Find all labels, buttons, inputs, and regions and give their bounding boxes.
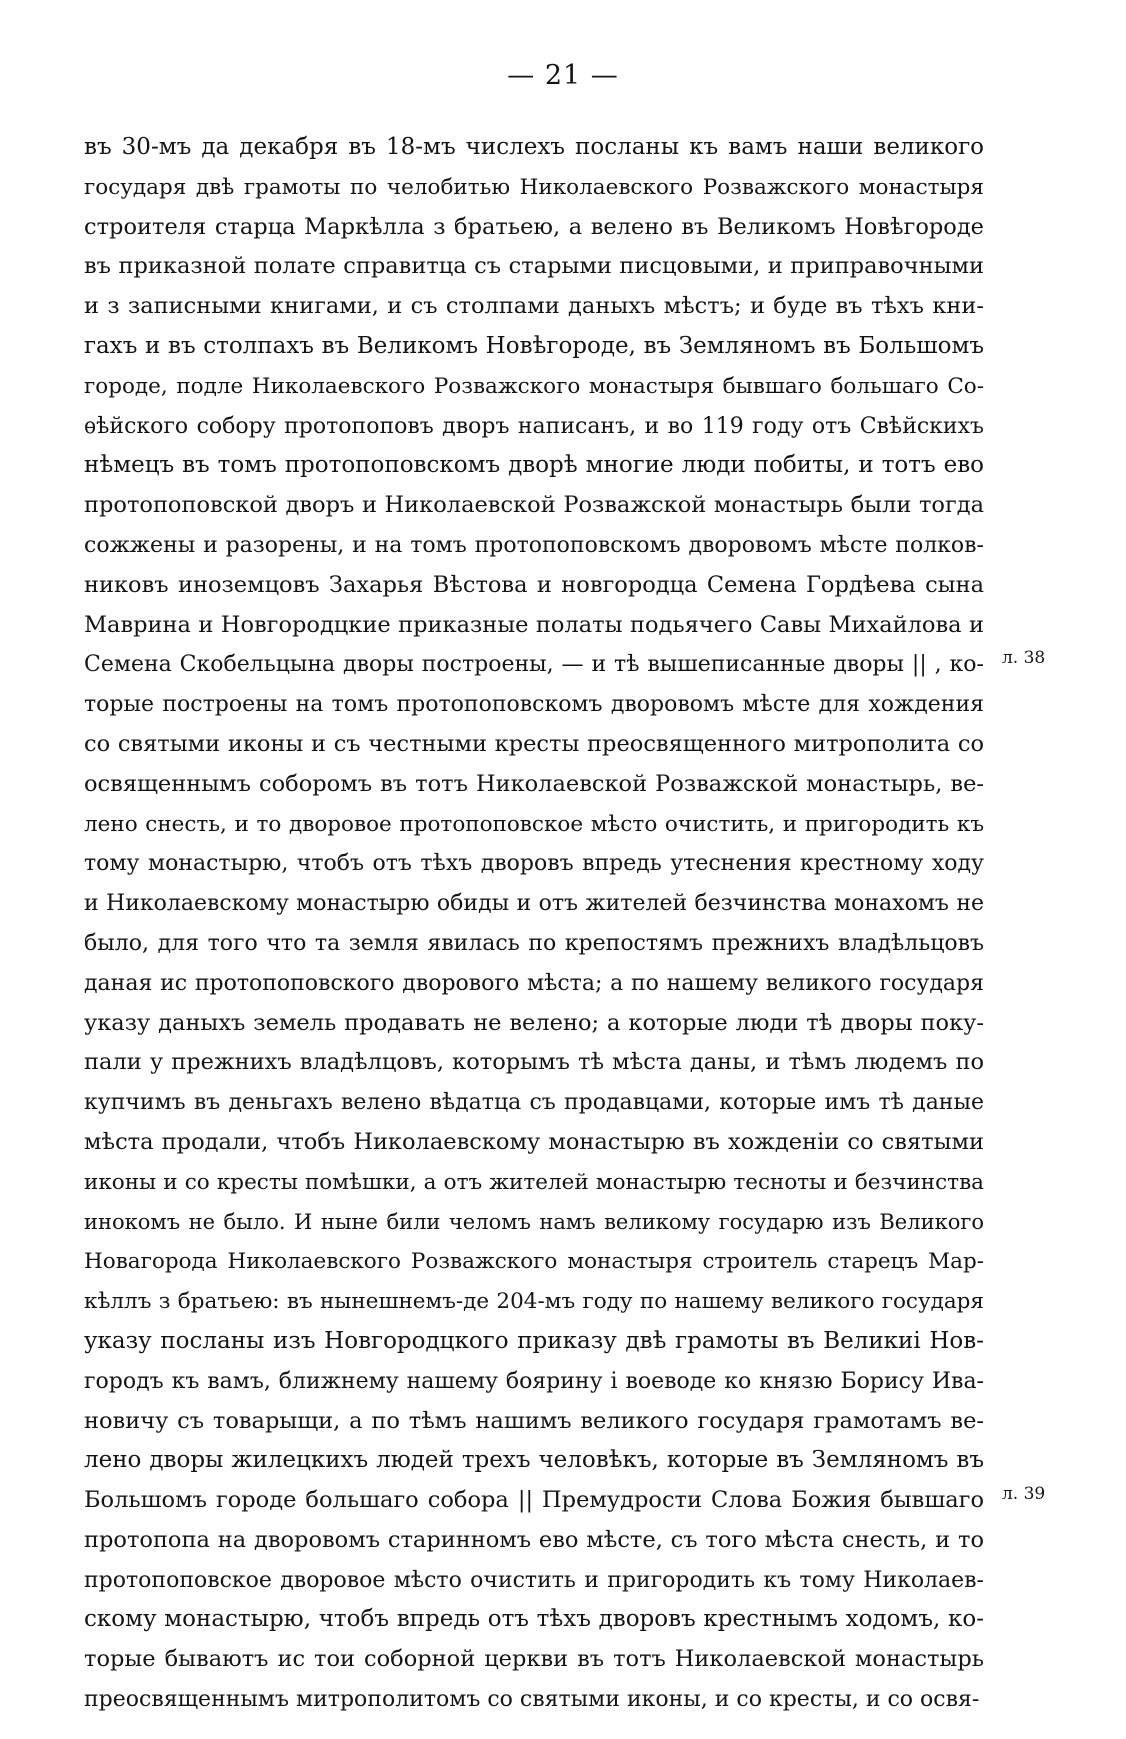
text-line: государя двѣ грамоты по челобитью Николаевского Розважского монастыря	[84, 174, 984, 200]
margin-note-folio: л. 38	[1002, 648, 1046, 668]
text-line: и Николаевскому монастырю обиды и отъ жителей безчинства монахомъ не	[84, 891, 984, 917]
text-line: со святыми иконы и съ честными кресты преосвященного митрополита со	[84, 730, 984, 757]
text-line: протопопа на дворовомъ старинномъ ево мѣсте, съ того мѣста снесть, и то	[84, 1526, 984, 1553]
text-line: гахъ и въ столпахъ въ Великомъ Новѣгороде, въ Земляномъ въ Большомъ	[84, 332, 984, 359]
text-line: Семена Скобельцына дворы построены, — и тѣ вышеписанные дворы || , ко-	[84, 652, 984, 678]
text-line: торые построены на томъ протопоповскомъ дворовомъ мѣсте для хождения	[84, 692, 984, 718]
text-line: освященнымъ соборомъ въ тотъ Николаевской Розважской монастырь, ве-	[84, 770, 984, 797]
text-line: пали у прежнихъ владѣлцовъ, которымъ тѣ мѣста даны, и тѣмъ людемъ по	[84, 1049, 984, 1076]
text-line: протопоповской дворъ и Николаевской Розважской монастырь были тогда	[84, 492, 984, 519]
text-line: сожжены и разорены, и на томъ протопоповскомъ дворовомъ мѣсте полков-	[84, 532, 984, 558]
text-line: нѣмецъ въ томъ протопоповскомъ дворѣ многие люди побиты, и тотъ ево	[84, 452, 984, 479]
text-line: Новагорода Николаевского Розважского монастыря строитель старецъ Мар-	[84, 1249, 984, 1275]
text-line: новичу съ товарыщи, а по тѣмъ нашимъ великого государя грамотамъ ве-	[84, 1407, 984, 1434]
text-line: въ 30-мъ да декабря въ 18-мъ числехъ посланы къ вамъ наши великого	[84, 134, 984, 160]
text-line: кѣллъ з братьею: въ нынешнемъ-де 204-мъ году по нашему великого государя	[84, 1289, 984, 1315]
text-line: лено снесть, и то дворовое протопоповское мѣсто очистить, и пригородить къ	[84, 811, 984, 837]
text-line: купчимъ въ деньгахъ велено вѣдатца съ продавцами, которые имъ тѣ даные	[84, 1090, 984, 1116]
text-line: указу посланы изъ Новгородцкого приказу двѣ грамоты въ Великиі Нов-	[84, 1327, 984, 1354]
text-line: даная ис протопоповского дворового мѣста; а по нашему великого государя	[84, 970, 984, 996]
margin-note-folio: л. 39	[1002, 1484, 1046, 1504]
text-line: протопоповское дворовое мѣсто очистить и пригородить къ тому Николаев-	[84, 1567, 984, 1593]
text-line: лено дворы жилецкихъ людей трехъ человѣкъ, которые въ Земляномъ въ	[84, 1447, 984, 1474]
text-line: инокомъ не было. И ныне били челомъ намъ великому государю изъ Великого	[84, 1209, 984, 1234]
text-line: мѣста продали, чтобъ Николаевскому монастырю въ хожденіи со святыми	[84, 1128, 984, 1155]
text-line: въ приказной полате справитца съ старыми писцовыми, и приправочными	[84, 253, 984, 280]
text-line: Маврина и Новгородцкие приказные полаты подьячего Савы Михайлова и	[84, 611, 984, 638]
body-text	[84, 128, 984, 1720]
text-line: строителя старца Маркѣлла з братьею, а велено въ Великомъ Новѣгороде	[84, 213, 984, 240]
text-line: никовъ иноземцовъ Захарья Вѣстова и новгородца Семена Гордѣева сына	[84, 571, 984, 598]
text-line: ѳѣйского собору протопоповъ дворъ написанъ, и во 119 году отъ Свѣйскихъ	[84, 413, 984, 439]
text-line: городъ къ вамъ, ближнему нашему боярину і воеводе ко князю Борису Ива-	[84, 1368, 984, 1394]
text-line: торые бываютъ ис тои соборной церкви въ тотъ Николаевской монастырь	[84, 1646, 984, 1673]
text-line: преосвященнымъ митрополитомъ со святыми иконы, и со кресты, и со освя-	[84, 1687, 980, 1713]
text-line: скому монастырю, чтобъ впредь отъ тѣхъ дворовъ крестнымъ ходомъ, ко-	[84, 1606, 984, 1633]
text-line: Большомъ городе большаго собора || Премудрости Слова Божия бывшаго	[84, 1487, 984, 1514]
text-line: и з записными книгами, и съ столпами даныхъ мѣстъ; и буде въ тѣхъ кни-	[84, 293, 984, 320]
text-line: указу даныхъ земель продавать не велено; а которые люди тѣ дворы поку-	[84, 1009, 984, 1036]
page-number: — 21 —	[507, 60, 619, 91]
text-line: городе, подле Николаевского Розважского монастыря бывшаго большаго Со-	[84, 373, 984, 399]
text-line: было, для того что та земля явилась по крепостямъ прежнихъ владѣльцовъ	[84, 930, 984, 956]
text-line: иконы и со кресты помѣшки, а отъ жителей монастырю тесноты и безчинства	[84, 1169, 984, 1195]
text-line: тому монастырю, чтобъ отъ тѣхъ дворовъ впредь утеснения крестному ходу	[84, 851, 984, 877]
